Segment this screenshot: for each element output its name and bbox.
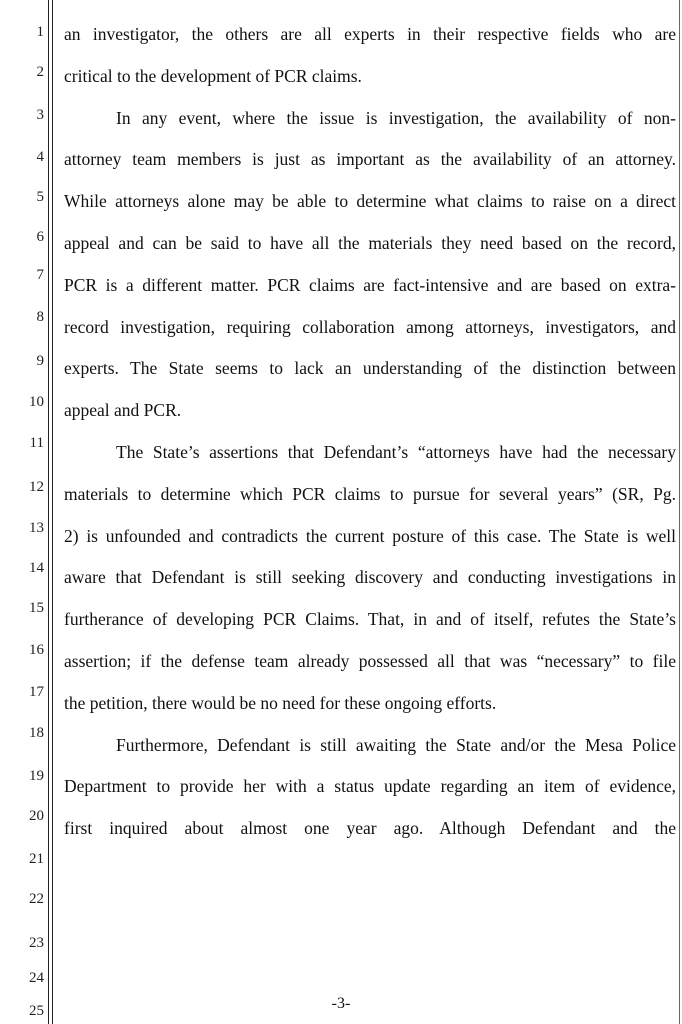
text-line: materials to determine which PCR claims to pursue for several years” (SR, Pg. (64, 484, 676, 504)
text-line: PCR is a different matter. PCR claims are fact-intensive and are based on extra- (64, 275, 676, 295)
line-number: 2 (36, 64, 44, 80)
text-line: 2) is unfounded and contradicts the current posture of this case. The State is well (64, 526, 676, 546)
text-line: attorney team members is just as important as the availability of an attorney. (64, 149, 676, 169)
line-number: 12 (29, 479, 44, 495)
line-number: 15 (29, 600, 44, 616)
text-line: The State’s assertions that Defendant’s “attorneys have had the necessary (116, 442, 676, 462)
text-line: aware that Defendant is still seeking discovery and conducting investigations in (64, 567, 676, 587)
line-number: 14 (29, 560, 44, 576)
line-number: 13 (29, 520, 44, 536)
line-number: 19 (29, 768, 44, 784)
text-line: experts. The State seems to lack an understanding of the distinction between (64, 358, 676, 378)
line-number: 16 (29, 642, 44, 658)
line-number: 10 (29, 394, 44, 410)
gutter-rule-left (48, 0, 49, 1024)
line-number: 20 (29, 808, 44, 824)
line-number: 23 (29, 935, 44, 951)
line-number: 6 (36, 229, 44, 245)
text-line: In any event, where the issue is investigation, the availability of non- (116, 108, 676, 128)
text-line: the petition, there would be no need for these ongoing efforts. (64, 693, 497, 713)
text-line: appeal and can be said to have all the materials they need based on the record, (64, 233, 676, 253)
line-number: 1 (36, 24, 44, 40)
line-number: 8 (36, 309, 44, 325)
line-number: 17 (29, 684, 44, 700)
line-number: 5 (36, 189, 44, 205)
text-line: an investigator, the others are all experts in their respective fields who are (64, 24, 676, 44)
text-line: first inquired about almost one year ago. Although Defendant and the (64, 818, 676, 838)
text-line: appeal and PCR. (64, 400, 182, 420)
text-line: furtherance of developing PCR Claims. That, in and of itself, refutes the State’s (64, 609, 676, 629)
line-number: 22 (29, 891, 44, 907)
line-number: 25 (29, 1003, 44, 1019)
text-line: assertion; if the defense team already possessed all that was “necessary” to file (64, 651, 676, 671)
gutter-rule-left-inner (52, 0, 53, 1024)
line-number: 4 (36, 149, 44, 165)
text-line: Furthermore, Defendant is still awaiting the State and/or the Mesa Police (116, 735, 676, 755)
line-number: 18 (29, 725, 44, 741)
line-number: 9 (36, 353, 44, 369)
gutter-rule-right (679, 0, 680, 1024)
text-line: record investigation, requiring collaboration among attorneys, investigators, and (64, 317, 676, 337)
line-number: 21 (29, 851, 44, 867)
text-line: critical to the development of PCR claims. (64, 66, 362, 86)
page-number: -3- (331, 995, 351, 1012)
line-number: 3 (36, 107, 44, 123)
line-number: 24 (29, 970, 44, 986)
line-number: 7 (36, 267, 44, 283)
text-line: Department to provide her with a status update regarding an item of evidence, (64, 776, 676, 796)
text-line: While attorneys alone may be able to determine what claims to raise on a direct (64, 191, 676, 211)
line-number: 11 (29, 435, 44, 451)
